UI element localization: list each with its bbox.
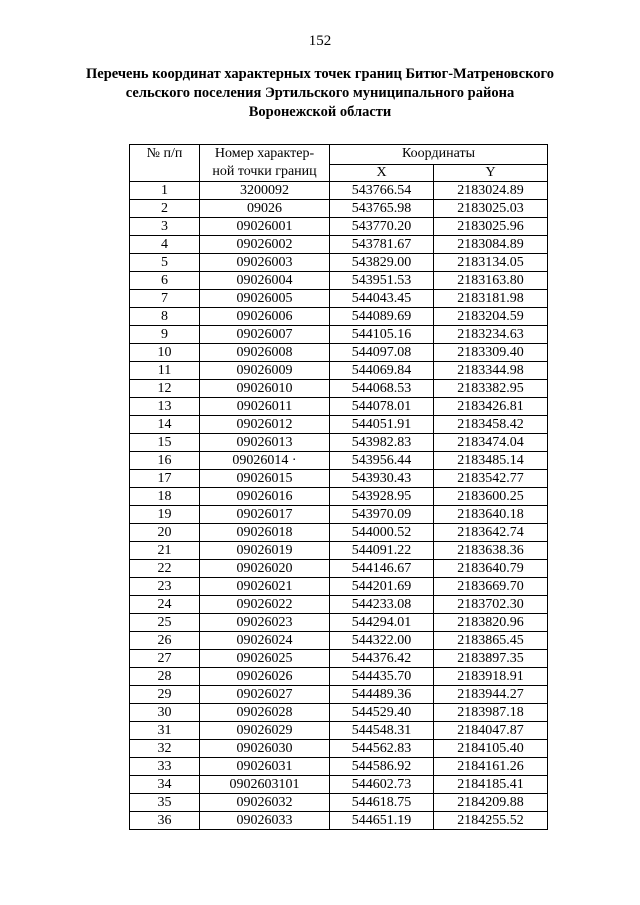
table-row: [130, 344, 548, 362]
title-line-2: сельского поселения Эртильского муниципального района: [125, 85, 515, 101]
cell-row-number: 31: [130, 722, 200, 740]
cell-row-number: 26: [130, 632, 200, 650]
cell-y: 2183309.40: [434, 344, 548, 362]
cell-y: 2183163.80: [434, 272, 548, 290]
table-row: [130, 650, 548, 668]
cell-x: 544294.01: [330, 614, 434, 632]
cell-point-number: 09026002: [200, 236, 330, 254]
cell-x: 544091.22: [330, 542, 434, 560]
cell-x: 544651.19: [330, 812, 434, 830]
table-row: [130, 470, 548, 488]
header-point-line-1: Номер характер-: [214, 146, 315, 161]
cell-y: 2183542.77: [434, 470, 548, 488]
cell-point-number: 09026022: [200, 596, 330, 614]
cell-y: 2183344.98: [434, 362, 548, 380]
cell-row-number: 23: [130, 578, 200, 596]
cell-point-number: 09026025: [200, 650, 330, 668]
table-row: [130, 254, 548, 272]
table-row: [130, 236, 548, 254]
page-number: 152: [308, 33, 332, 49]
cell-point-number: 09026007: [200, 326, 330, 344]
table-row: [130, 596, 548, 614]
cell-row-number: 4: [130, 236, 200, 254]
cell-point-number: 09026001: [200, 218, 330, 236]
cell-row-number: 17: [130, 470, 200, 488]
cell-point-number: 09026026: [200, 668, 330, 686]
cell-row-number: 13: [130, 398, 200, 416]
cell-row-number: 30: [130, 704, 200, 722]
cell-point-number: 09026: [200, 200, 330, 218]
cell-row-number: 16: [130, 452, 200, 470]
cell-row-number: 34: [130, 776, 200, 794]
table-row: [130, 794, 548, 812]
cell-point-number: 09026017: [200, 506, 330, 524]
cell-y: 2184209.88: [434, 794, 548, 812]
cell-point-number: 0902603101: [200, 776, 330, 794]
cell-row-number: 14: [130, 416, 200, 434]
table-row: [130, 632, 548, 650]
cell-point-number: 09026027: [200, 686, 330, 704]
table-row: [130, 542, 548, 560]
table-row: [130, 182, 548, 200]
cell-y: 2183987.18: [434, 704, 548, 722]
cell-point-number: 09026029: [200, 722, 330, 740]
cell-row-number: 28: [130, 668, 200, 686]
cell-y: 2183204.59: [434, 308, 548, 326]
cell-row-number: 8: [130, 308, 200, 326]
cell-x: 544435.70: [330, 668, 434, 686]
coordinates-table: [129, 144, 548, 830]
cell-y: 2183944.27: [434, 686, 548, 704]
cell-y: 2183638.36: [434, 542, 548, 560]
cell-y: 2183458.42: [434, 416, 548, 434]
cell-y: 2184047.87: [434, 722, 548, 740]
cell-point-number: 09026016: [200, 488, 330, 506]
cell-y: 2183134.05: [434, 254, 548, 272]
table-row: [130, 398, 548, 416]
cell-row-number: 3: [130, 218, 200, 236]
cell-row-number: 18: [130, 488, 200, 506]
cell-x: 544602.73: [330, 776, 434, 794]
cell-x: 544562.83: [330, 740, 434, 758]
table-row: [130, 200, 548, 218]
table-row: [130, 740, 548, 758]
table-row: [130, 524, 548, 542]
cell-row-number: 27: [130, 650, 200, 668]
header-coordinates: Координаты: [330, 145, 548, 165]
cell-point-number: 09026014 ·: [200, 452, 330, 470]
table-row: [130, 434, 548, 452]
cell-x: 543928.95: [330, 488, 434, 506]
cell-row-number: 20: [130, 524, 200, 542]
cell-point-number: 09026006: [200, 308, 330, 326]
table-row: [130, 722, 548, 740]
cell-y: 2184255.52: [434, 812, 548, 830]
cell-point-number: 09026012: [200, 416, 330, 434]
table-row: [130, 326, 548, 344]
cell-row-number: 36: [130, 812, 200, 830]
cell-x: 544201.69: [330, 578, 434, 596]
cell-point-number: 09026013: [200, 434, 330, 452]
cell-y: 2183865.45: [434, 632, 548, 650]
cell-x: 544376.42: [330, 650, 434, 668]
table-row: [130, 290, 548, 308]
cell-point-number: 09026021: [200, 578, 330, 596]
cell-row-number: 1: [130, 182, 200, 200]
header-point-line-2: ной точки границ: [212, 164, 317, 179]
cell-y: 2183474.04: [434, 434, 548, 452]
cell-point-number: 09026010: [200, 380, 330, 398]
cell-x: 543951.53: [330, 272, 434, 290]
table-row: [130, 686, 548, 704]
cell-x: 544069.84: [330, 362, 434, 380]
cell-point-number: 09026030: [200, 740, 330, 758]
cell-point-number: 09026008: [200, 344, 330, 362]
table-row: [130, 272, 548, 290]
cell-x: 544489.36: [330, 686, 434, 704]
cell-x: 544097.08: [330, 344, 434, 362]
cell-y: 2183702.30: [434, 596, 548, 614]
cell-y: 2183669.70: [434, 578, 548, 596]
cell-row-number: 19: [130, 506, 200, 524]
document-title: [60, 65, 580, 122]
cell-point-number: 09026019: [200, 542, 330, 560]
cell-point-number: 09026015: [200, 470, 330, 488]
cell-x: 544000.52: [330, 524, 434, 542]
cell-y: 2183600.25: [434, 488, 548, 506]
cell-x: 543770.20: [330, 218, 434, 236]
header-row-number: № п/п: [130, 145, 200, 182]
cell-point-number: 09026031: [200, 758, 330, 776]
cell-x: 544043.45: [330, 290, 434, 308]
table-header-row: [130, 145, 548, 165]
header-y: Y: [434, 164, 548, 181]
cell-y: 2183820.96: [434, 614, 548, 632]
table-row: [130, 704, 548, 722]
table-row: [130, 218, 548, 236]
cell-x: 544078.01: [330, 398, 434, 416]
table-row: [130, 308, 548, 326]
cell-row-number: 2: [130, 200, 200, 218]
cell-x: 544548.31: [330, 722, 434, 740]
cell-point-number: 09026023: [200, 614, 330, 632]
cell-x: 544105.16: [330, 326, 434, 344]
cell-point-number: 09026033: [200, 812, 330, 830]
cell-y: 2183382.95: [434, 380, 548, 398]
cell-row-number: 5: [130, 254, 200, 272]
cell-y: 2183025.96: [434, 218, 548, 236]
cell-y: 2183642.74: [434, 524, 548, 542]
table-row: [130, 488, 548, 506]
cell-row-number: 11: [130, 362, 200, 380]
table-row: [130, 362, 548, 380]
cell-row-number: 35: [130, 794, 200, 812]
table-row: [130, 560, 548, 578]
cell-x: 544089.69: [330, 308, 434, 326]
cell-x: 543766.54: [330, 182, 434, 200]
cell-row-number: 15: [130, 434, 200, 452]
title-line-3: Воронежской области: [248, 104, 392, 120]
cell-y: 2183640.18: [434, 506, 548, 524]
cell-point-number: 09026003: [200, 254, 330, 272]
cell-row-number: 32: [130, 740, 200, 758]
cell-y: 2184185.41: [434, 776, 548, 794]
cell-row-number: 10: [130, 344, 200, 362]
cell-y: 2183897.35: [434, 650, 548, 668]
cell-y: 2183485.14: [434, 452, 548, 470]
cell-y: 2183426.81: [434, 398, 548, 416]
cell-x: 544068.53: [330, 380, 434, 398]
cell-row-number: 12: [130, 380, 200, 398]
cell-x: 544051.91: [330, 416, 434, 434]
table-row: [130, 758, 548, 776]
table-row: [130, 668, 548, 686]
cell-x: 543970.09: [330, 506, 434, 524]
cell-x: 543956.44: [330, 452, 434, 470]
table-row: [130, 614, 548, 632]
cell-point-number: 09026028: [200, 704, 330, 722]
cell-y: 2184105.40: [434, 740, 548, 758]
cell-x: 544586.92: [330, 758, 434, 776]
cell-row-number: 29: [130, 686, 200, 704]
cell-x: 543930.43: [330, 470, 434, 488]
cell-y: 2183024.89: [434, 182, 548, 200]
cell-row-number: 24: [130, 596, 200, 614]
cell-x: 543982.83: [330, 434, 434, 452]
table-row: [130, 506, 548, 524]
cell-y: 2183640.79: [434, 560, 548, 578]
table-row: [130, 578, 548, 596]
cell-x: 543765.98: [330, 200, 434, 218]
cell-x: 544146.67: [330, 560, 434, 578]
cell-point-number: 09026032: [200, 794, 330, 812]
cell-point-number: 09026004: [200, 272, 330, 290]
cell-row-number: 9: [130, 326, 200, 344]
cell-row-number: 25: [130, 614, 200, 632]
cell-point-number: 09026020: [200, 560, 330, 578]
cell-point-number: 09026009: [200, 362, 330, 380]
cell-row-number: 22: [130, 560, 200, 578]
table-row: [130, 776, 548, 794]
cell-point-number: 09026018: [200, 524, 330, 542]
table-row: [130, 812, 548, 830]
cell-x: 543781.67: [330, 236, 434, 254]
table-body: [130, 182, 548, 830]
cell-point-number: 09026005: [200, 290, 330, 308]
table-row: [130, 416, 548, 434]
title-line-1: Перечень координат характерных точек границ Битюг-Матреновского: [86, 66, 554, 82]
header-point-number: [200, 145, 330, 182]
cell-row-number: 33: [130, 758, 200, 776]
table-row: [130, 452, 548, 470]
cell-x: 543829.00: [330, 254, 434, 272]
cell-x: 544618.75: [330, 794, 434, 812]
cell-y: 2183084.89: [434, 236, 548, 254]
cell-point-number: 09026011: [200, 398, 330, 416]
header-x: X: [330, 164, 434, 181]
cell-y: 2183234.63: [434, 326, 548, 344]
cell-y: 2184161.26: [434, 758, 548, 776]
cell-row-number: 21: [130, 542, 200, 560]
cell-y: 2183181.98: [434, 290, 548, 308]
cell-point-number: 09026024: [200, 632, 330, 650]
table-row: [130, 380, 548, 398]
cell-y: 2183025.03: [434, 200, 548, 218]
cell-point-number: 3200092: [200, 182, 330, 200]
cell-y: 2183918.91: [434, 668, 548, 686]
cell-x: 544322.00: [330, 632, 434, 650]
cell-row-number: 7: [130, 290, 200, 308]
cell-row-number: 6: [130, 272, 200, 290]
cell-x: 544529.40: [330, 704, 434, 722]
cell-x: 544233.08: [330, 596, 434, 614]
